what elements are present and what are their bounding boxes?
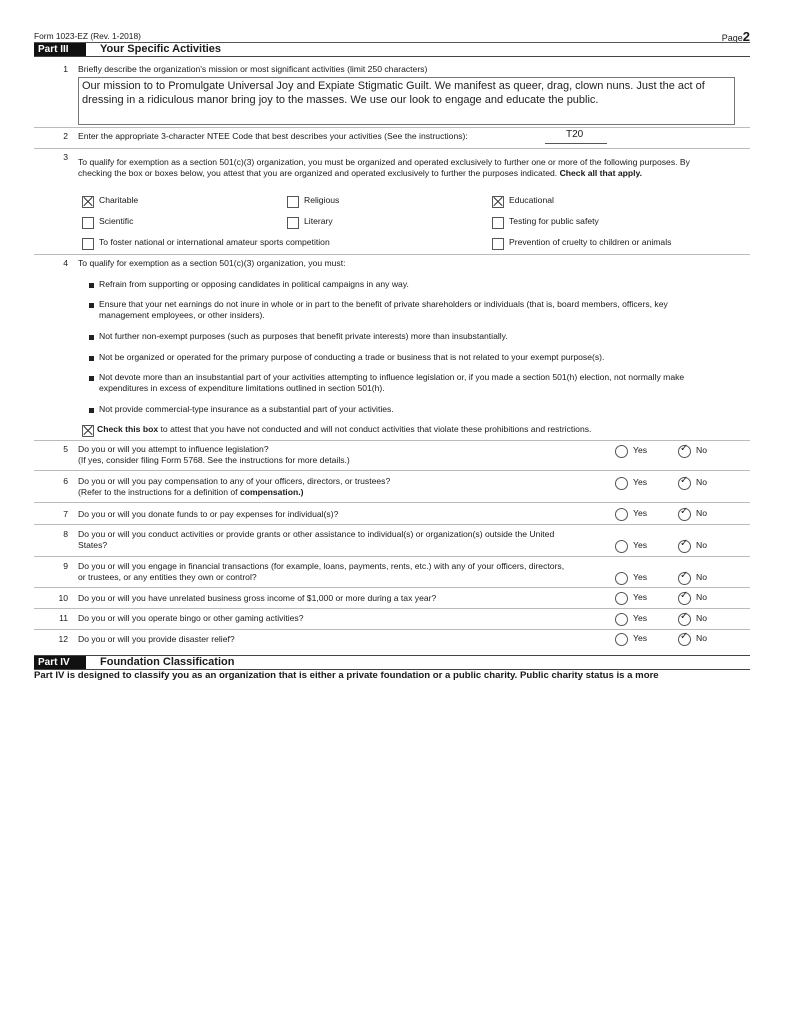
label-charitable: Charitable [99, 195, 139, 205]
separator [34, 502, 750, 503]
part4-intro: Part IV is designed to classify you as an organization that is either a private foundation or a public charity. Public charity status is a more [34, 670, 659, 681]
q11-no-label: No [696, 613, 707, 623]
separator [34, 254, 750, 255]
q8-yes-radio[interactable] [615, 540, 628, 553]
q6-compensation: compensation.) [239, 487, 304, 497]
q3-text-line1: To qualify for exemption as a section 501(c)(3) organization, you must be organized and operated exclusively to further one or more of the following purposes. By [78, 157, 690, 167]
q6-line1: Do you or will you pay compensation to any of your officers, directors, or trustees? [78, 476, 391, 486]
q11-line1: Do you or will you operate bingo or other gaming activities? [78, 613, 304, 623]
q7-line1: Do you or will you donate funds to or pay expenses for individual(s)? [78, 509, 339, 519]
q4-bullet-6: Not provide commercial-type insurance as a substantial part of your activities. [99, 404, 394, 414]
q10-yes-label: Yes [633, 592, 648, 602]
separator [34, 629, 750, 630]
q9-number: 9 [63, 561, 68, 571]
separator [34, 470, 750, 471]
q4-bullet-2: Ensure that your net earnings do not inure in whole or in part to the benefit of private shareholders or individuals (that is, board members, officers, key [99, 299, 668, 309]
q10-no-label: No [696, 592, 707, 602]
bullet [89, 303, 94, 308]
q5-number: 5 [63, 444, 68, 454]
ntee-underline [545, 143, 607, 144]
bullet [89, 376, 94, 381]
q5-no-label: No [696, 445, 707, 455]
q12-yes-radio[interactable] [615, 633, 628, 646]
checkbox-religious[interactable] [287, 196, 299, 208]
label-prevention-cruelty: Prevention of cruelty to children or animals [509, 237, 672, 247]
part4-header [34, 655, 750, 670]
q8-number: 8 [63, 529, 68, 539]
q7-yes-radio[interactable] [615, 508, 628, 521]
q3-check-all: Check all that apply. [559, 168, 643, 178]
label-scientific: Scientific [99, 216, 134, 226]
q11-yes-radio[interactable] [615, 613, 628, 626]
q9-line2: or trustees, or any entities they own or control? [78, 572, 257, 582]
checkbox-public-safety[interactable] [492, 217, 504, 229]
q2-number: 2 [63, 131, 68, 141]
separator [34, 440, 750, 441]
q6-no-radio[interactable] [678, 477, 691, 490]
q4-bullet-5-cont: expenditures in excess of expenditure limitations outlined in section 501(h). [99, 383, 385, 393]
q1-number: 1 [63, 64, 68, 74]
q7-number: 7 [63, 509, 68, 519]
checkbox-amateur-sports[interactable] [82, 238, 94, 250]
q12-line1: Do you or will you provide disaster relief? [78, 634, 235, 644]
q5-line1: Do you or will you attempt to influence legislation? [78, 444, 269, 454]
form-identifier: Form 1023-EZ (Rev. 1-2018) [34, 31, 141, 41]
q11-no-radio[interactable] [678, 613, 691, 626]
q5-line2: (If yes, consider filing Form 5768. See the instructions for more details.) [78, 455, 350, 465]
q6-line2-body: (Refer to the instructions for a definition of [78, 487, 238, 497]
q10-no-radio[interactable] [678, 592, 691, 605]
q4-number: 4 [63, 258, 68, 268]
attest-body: to attest that you have not conducted and will not conduct activities that violate these prohibitions and restrictions. [160, 424, 592, 434]
q5-yes-label: Yes [633, 445, 648, 455]
q12-number: 12 [58, 634, 68, 644]
mission-answer: Our mission to to Promulgate Universal Joy and Expiate Stigmatic Guilt. We manifest as queer, drag, clown nuns. Just the act of dressing in a ridiculous manor bring joy to the masses. We use our look to engage and educate the public. [82, 80, 705, 106]
page-number-value: 2 [742, 29, 750, 44]
q8-line2: States? [78, 540, 108, 550]
q9-no-radio[interactable] [678, 572, 691, 585]
checkbox-attest[interactable] [82, 425, 94, 437]
q3-text-line2-body: checking the box or boxes below, you attest that you are organized and operated exclusively to further the purposes indicated. [78, 168, 558, 178]
q7-no-label: No [696, 508, 707, 518]
q8-no-radio[interactable] [678, 540, 691, 553]
label-amateur-sports: To foster national or international amateur sports competition [99, 237, 330, 247]
q9-yes-radio[interactable] [615, 572, 628, 585]
q1-text: Briefly describe the organization's mission or most significant activities (limit 250 characters) [78, 64, 428, 74]
q4-bullet-1: Refrain from supporting or opposing candidates in political campaigns in any way. [99, 279, 409, 289]
q3-text [78, 157, 748, 179]
q4-bullet-4: Not be organized or operated for the primary purpose of conducting a trade or business that is not related to your exempt purpose(s). [99, 352, 605, 362]
part3-header [34, 43, 750, 57]
q5-no-radio[interactable] [678, 445, 691, 458]
q8-no-label: No [696, 540, 707, 550]
label-public-safety: Testing for public safety [509, 216, 599, 226]
q4-text: To qualify for exemption as a section 501(c)(3) organization, you must: [78, 258, 346, 268]
q3-text-line2 [78, 168, 748, 179]
bullet [89, 335, 94, 340]
bullet [89, 356, 94, 361]
q8-line1: Do you or will you conduct activities or provide grants or other assistance to individual(s) or organization(s) outside the United [78, 529, 555, 539]
q7-no-radio[interactable] [678, 508, 691, 521]
checkbox-educational[interactable] [492, 196, 504, 208]
separator [34, 524, 750, 525]
attest-bold: Check this box [97, 424, 159, 434]
page-label: Page [721, 33, 743, 43]
bullet [89, 283, 94, 288]
ntee-code-field[interactable]: T20 [566, 129, 584, 140]
q11-yes-label: Yes [633, 613, 648, 623]
separator [34, 148, 750, 149]
q9-yes-label: Yes [633, 572, 648, 582]
q12-no-label: No [696, 633, 707, 643]
q10-line1: Do you or will you have unrelated business gross income of $1,000 or more during a tax year? [78, 593, 437, 603]
part3-tag: Part III [34, 43, 86, 56]
attest-text [97, 424, 591, 435]
q10-number: 10 [58, 593, 68, 603]
q4-bullet-5: Not devote more than an insubstantial part of your activities attempting to influence legislation or, if you made a section 501(h) election, not normally make [99, 372, 685, 382]
bullet [89, 408, 94, 413]
q6-yes-radio[interactable] [615, 477, 628, 490]
separator [34, 556, 750, 557]
separator [34, 608, 750, 609]
checkbox-literary[interactable] [287, 217, 299, 229]
separator [34, 127, 750, 128]
q2-text: Enter the appropriate 3-character NTEE Code that best describes your activities (See the instructions): [78, 131, 468, 141]
part3-title: Your Specific Activities [100, 43, 222, 55]
label-educational: Educational [509, 195, 554, 205]
label-literary: Literary [304, 216, 333, 226]
q4-bullet-3: Not further non-exempt purposes (such as purposes that benefit private interests) more than insubstantially. [99, 331, 508, 341]
q11-number: 11 [59, 613, 68, 623]
checkbox-charitable[interactable] [82, 196, 94, 208]
q7-yes-label: Yes [633, 508, 648, 518]
q9-line1: Do you or will you engage in financial transactions (for example, loans, payments, rents, etc.) with any of your officers, directors, [78, 561, 565, 571]
separator [34, 587, 750, 588]
q10-yes-radio[interactable] [615, 592, 628, 605]
q12-yes-label: Yes [633, 633, 648, 643]
checkbox-scientific[interactable] [82, 217, 94, 229]
q8-yes-label: Yes [633, 540, 648, 550]
part4-tag: Part IV [34, 656, 86, 669]
q4-bullet-2-cont: management employees, or other insiders). [99, 310, 265, 320]
q3-number: 3 [63, 152, 68, 162]
q5-yes-radio[interactable] [615, 445, 628, 458]
q12-no-radio[interactable] [678, 633, 691, 646]
label-religious: Religious [304, 195, 340, 205]
q6-yes-label: Yes [633, 477, 648, 487]
q6-no-label: No [696, 477, 707, 487]
q9-no-label: No [696, 572, 707, 582]
q6-number: 6 [63, 476, 68, 486]
q6-line2 [78, 487, 303, 498]
part4-title: Foundation Classification [100, 656, 235, 668]
checkbox-prevention-cruelty[interactable] [492, 238, 504, 250]
